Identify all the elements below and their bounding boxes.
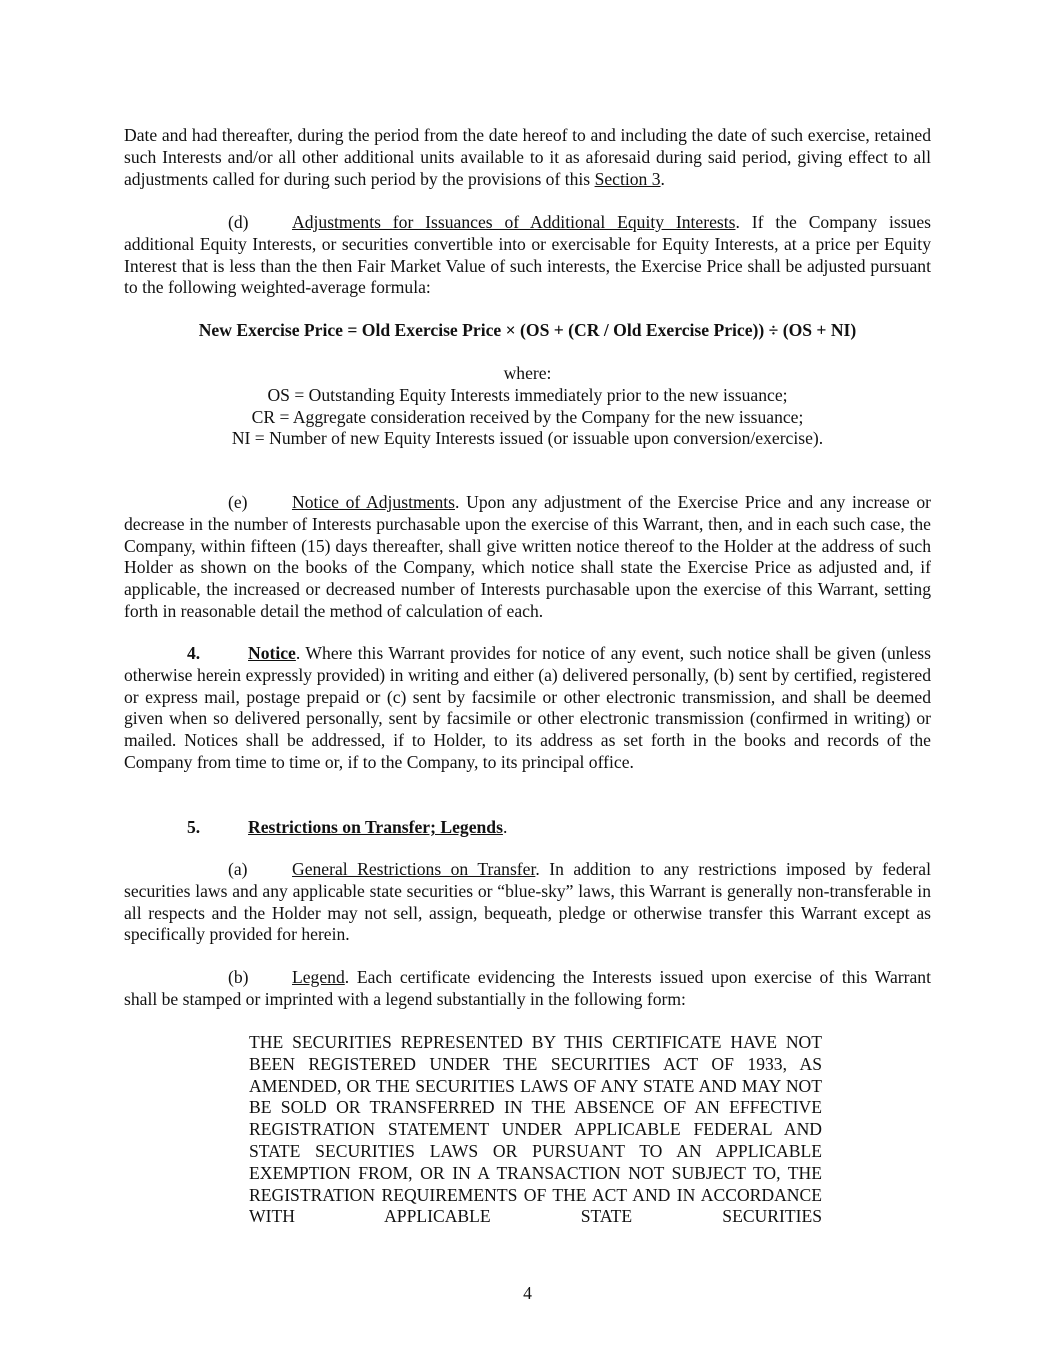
section-5-number: 5. xyxy=(187,817,201,837)
intro-end: . xyxy=(660,168,665,189)
paragraph-d xyxy=(124,212,931,299)
section-4-number: 4. xyxy=(187,643,201,663)
definition-os: OS = Outstanding Equity Interests immediately prior to the new issuance; xyxy=(267,384,788,405)
section-4-heading: Notice xyxy=(248,643,296,663)
paragraph-5a-marker: (a) xyxy=(228,859,248,879)
section-5-heading: Restrictions on Transfer; Legends xyxy=(248,817,503,837)
intro-text: Date and had thereafter, during the period from the date hereof to and including the date of such exercise, retained such Interests and/or all other additional units available to it as aforesaid during said period, giving effect to all adjustments called for during such period by the provisions of this xyxy=(124,125,931,189)
weighted-average-formula: New Exercise Price = Old Exercise Price × (OS + (CR / Old Exercise Price)) ÷ (OS + NI) xyxy=(198,320,857,340)
paragraph-5b-marker: (b) xyxy=(228,967,249,987)
definitions-where: where: xyxy=(503,363,552,383)
paragraph-5b-heading: Legend xyxy=(292,967,345,987)
paragraph-e-heading: Notice of Adjustments xyxy=(292,492,455,512)
paragraph-d-marker: (d) xyxy=(228,212,249,232)
intro-paragraph xyxy=(124,125,931,190)
securities-legend: THE SECURITIES REPRESENTED BY THIS CERTIFICATE HAVE NOT BEEN REGISTERED UNDER THE SECURITIES ACT OF 1933, AS AMENDED, OR THE SECURITIES LAWS OF ANY STATE AND MAY NOT BE SOLD OR TRANSFERRED IN THE ABSENCE OF AN EFFECTIVE REGISTRATION STATEMENT UNDER APPLICABLE FEDERAL AND STATE SECURITIES LAWS OR PURSUANT TO AN APPLICABLE EXEMPTION FROM, OR IN A TRANSACTION NOT SUBJECT TO, THE REGISTRATION REQUIREMENTS OF THE ACT AND IN ACCORDANCE WITH APPLICABLE STATE SECURITIES xyxy=(249,1032,822,1227)
section-5 xyxy=(124,817,931,839)
paragraph-5b xyxy=(124,967,931,1011)
section-3-reference: Section 3 xyxy=(594,168,661,189)
paragraph-e-marker: (e) xyxy=(228,492,248,512)
paragraph-5b-text: . Each certificate evidencing the Interests issued upon exercise of this Warrant shall be stamped or imprinted with a legend substantially in the following form: xyxy=(124,967,931,1009)
formula-definitions xyxy=(124,363,931,450)
paragraph-e-text: . Upon any adjustment of the Exercise Price and any increase or decrease in the number of Interests purchasable upon the exercise of this Warrant, then, and in each such case, the Company, within fifteen (15) days thereafter, shall give written notice thereof to the Holder at the address of such Holder as shown on the books of the Company, which notice shall state the Exercise Price as adjusted and, if applicable, the increased or decreased number of Interests purchasable upon the exercise of this Warrant, setting forth in reasonable detail the method of calculation of each. xyxy=(124,492,932,621)
paragraph-d-text: . If the Company issues additional Equity Interests, or securities convertible into or exercisable for Equity Interests, at a price per Equity Interest that is less than the then Fair Market Value of such interests, the Exercise Price shall be adjusted pursuant to the following weighted-average formula: xyxy=(124,212,931,298)
section-4 xyxy=(124,643,931,774)
section-5-end: . xyxy=(502,817,508,837)
paragraph-d-heading: Adjustments for Issuances of Additional Equity Interests xyxy=(292,212,736,232)
definition-cr: CR = Aggregate consideration received by the Company for the new issuance; xyxy=(251,406,804,427)
paragraph-5a-heading: General Restrictions on Transfer xyxy=(292,859,536,879)
paragraph-e xyxy=(124,492,931,623)
paragraph-5a-text: . In addition to any restrictions imposed by federal securities laws and any applicable state securities or “blue-sky” laws, this Warrant is generally non-transferable in all respects and the Holder may not sell, assign, bequeath, pledge or otherwise transfer this Warrant except as specifically provided for herein. xyxy=(124,859,931,945)
section-4-text: . Where this Warrant provides for notice of any event, such notice shall be given (unless otherwise herein expressly provided) in writing and either (a) delivered personally, (b) sent by certified, registered or express mail, postage prepaid or (c) sent by facsimile or other electronic transmission, and shall be deemed given when so delivered personally, sent by facsimile or other electronic transmission (confirmed in writing) or mailed. Notices shall be addressed, if to Holder, to its address as set forth in the books and records of the Company from time to time or, if to the Company, to its principal office. xyxy=(124,643,931,772)
paragraph-5a xyxy=(124,859,931,946)
page-number: 4 xyxy=(523,1283,532,1303)
definition-ni: NI = Number of new Equity Interests issued (or issuable upon conversion/exercise). xyxy=(231,428,824,449)
